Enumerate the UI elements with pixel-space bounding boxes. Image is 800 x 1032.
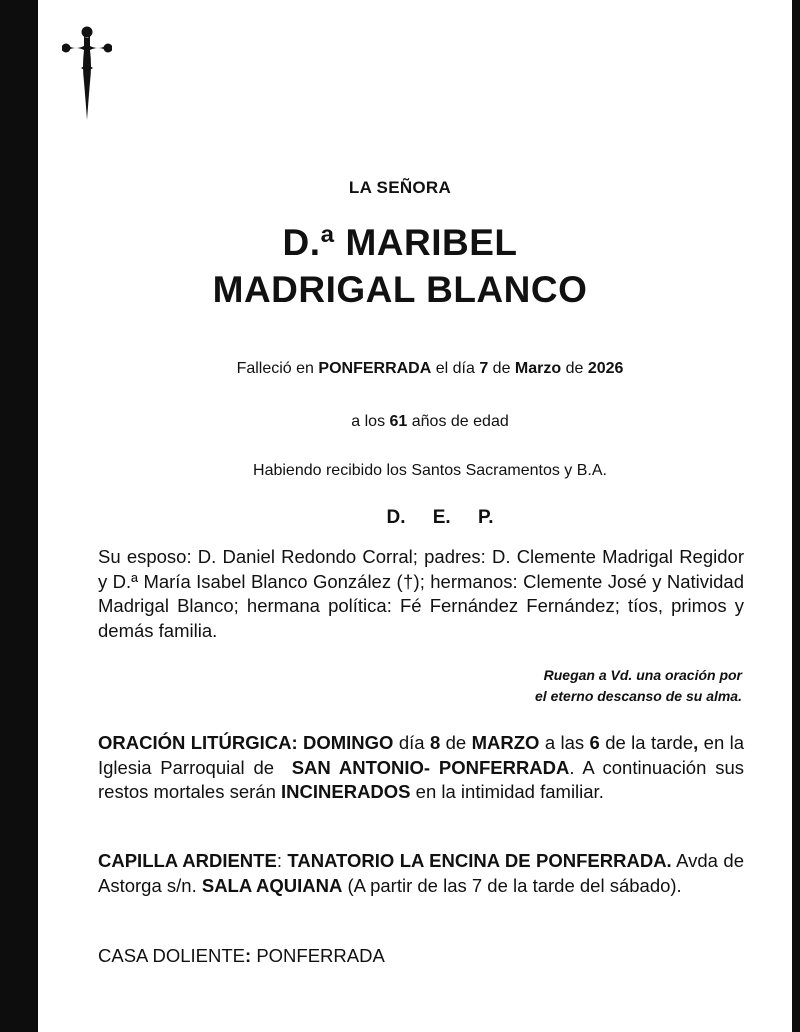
deceased-name-line2: MADRIGAL BLANCO [212, 269, 588, 310]
chapel-room: SALA AQUIANA [201, 874, 343, 896]
family-paragraph: Su esposo: D. Daniel Redondo Corral; padres: D. Clemente Madrigal Regidor y D.ª María Isabel Blanco González (†); hermanos: Clemente José y Natividad Madrigal Blanco; hermana política: Fé Fernández Fernández; tíos, primos y demás familia. [98, 546, 744, 641]
age-info: a los 61 años de edad [351, 413, 509, 430]
sacraments-line: Habiendo recibido los Santos Sacramentos y B.A. [253, 462, 607, 479]
casa-doliente: CASA DOLIENTE: PONFERRADA [98, 945, 385, 966]
deceased-name-line1: D.ª MARIBEL [282, 222, 518, 263]
cross-icon [62, 26, 112, 122]
church-name: SAN ANTONIO- PONFERRADA [291, 756, 570, 778]
death-place: PONFERRADA [318, 360, 432, 377]
death-day: 7 [479, 360, 489, 377]
chapel-paragraph: CAPILLA ARDIENTE: TANATORIO LA ENCINA DE PONFERRADA. Avda de Astorga s/n. SALA AQUIANA (A partir de las 7 de la tarde del sábado). [98, 850, 745, 896]
chapel-place: TANATORIO LA ENCINA DE PONFERRADA. [287, 850, 672, 871]
prayer-request: Ruegan a Vd. una oración por el eterno descanso de su alma. [535, 667, 742, 704]
death-info: Falleció en PONFERRADA el día 7 de Marzo de 2026 [236, 360, 624, 377]
chapel-label: CAPILLA ARDIENTE [98, 850, 277, 871]
liturgy-paragraph: ORACIÓN LITÚRGICA: DOMINGO día 8 de MARZO a las 6 de la tarde, en la Iglesia Parroquial de SAN ANTONIO- PONFERRADA. A continuación sus restos mortales serán INCINERADOS en la intimidad familiar. [98, 732, 750, 802]
death-month: Marzo [514, 360, 562, 377]
title-la-senora: LA SEÑORA [348, 178, 452, 197]
dep-initials: D. E. P. [386, 507, 494, 528]
death-year: 2026 [587, 360, 624, 377]
age-years: 61 [389, 413, 408, 430]
liturgy-label: ORACIÓN LITÚRGICA: DOMINGO [98, 732, 394, 753]
